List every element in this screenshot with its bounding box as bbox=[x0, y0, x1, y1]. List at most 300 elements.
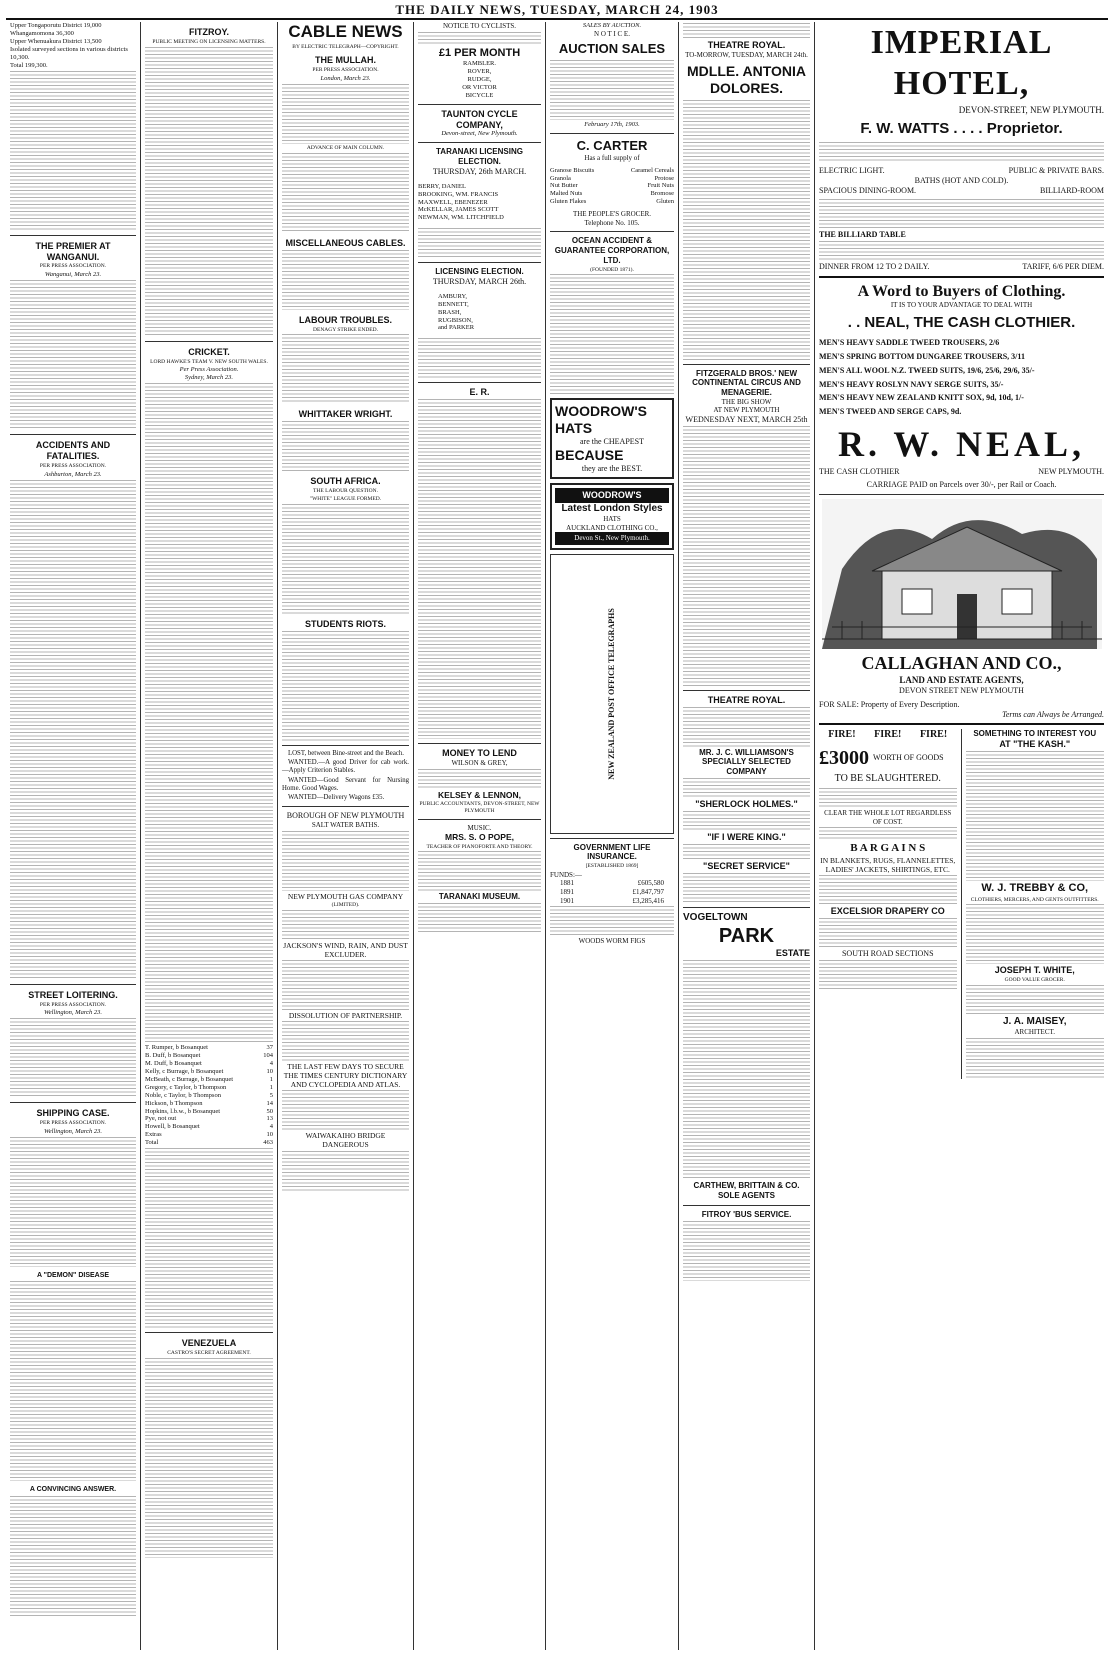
runs: 37 bbox=[266, 1044, 273, 1052]
classified-ad: WANTED—Good Servant for Nursing Home. Good Wages. bbox=[282, 776, 409, 792]
column-7 bbox=[815, 22, 1108, 1650]
product: Granola bbox=[550, 174, 571, 182]
fire-sale bbox=[819, 729, 962, 1078]
cable-news-sub: BY ELECTRIC TELEGRAPH—COPYRIGHT. bbox=[292, 43, 399, 50]
agency-line: PER PRESS ASSOCIATION. bbox=[312, 67, 379, 74]
column-2 bbox=[141, 22, 278, 1650]
product: Protose bbox=[654, 174, 674, 182]
fitzroy-headline: FITZROY. bbox=[189, 27, 229, 37]
royal2-wed: "IF I WERE KING." bbox=[707, 831, 786, 842]
licensing2-head: LICENSING ELECTION. bbox=[435, 267, 524, 277]
licensing-date: THURSDAY, 26th MARCH. bbox=[432, 166, 527, 176]
article-text bbox=[418, 338, 541, 378]
fire-row bbox=[819, 729, 957, 741]
dateline: Wanganui, March 23. bbox=[44, 271, 102, 279]
article-text bbox=[550, 906, 674, 936]
feature: SPACIOUS DINING-ROOM. bbox=[819, 185, 917, 195]
article-text bbox=[10, 1281, 136, 1481]
score-row bbox=[145, 1084, 273, 1092]
royal-head: THEATRE ROYAL. bbox=[707, 40, 786, 50]
article-text bbox=[145, 47, 273, 337]
neal-brand-sub: THE CASH CLOTHIER bbox=[819, 466, 900, 476]
article-text bbox=[819, 918, 957, 948]
batsman: Gregory, c Taylor, b Thompson bbox=[145, 1083, 227, 1091]
telegraph-title: NEW ZEALAND POST OFFICE TELEGRAPHS bbox=[607, 607, 617, 780]
article-text bbox=[550, 274, 674, 394]
clothing-head: A Word to Buyers of Clothing. bbox=[857, 282, 1066, 300]
bargains-sub: IN BLANKETS, RUGS, FLANNELETTES, LADIES' JACKETS, SHIRTINGS, ETC. bbox=[820, 855, 956, 874]
carter-tel: Telephone No. 105. bbox=[584, 218, 640, 227]
article-text bbox=[282, 250, 409, 310]
callaghan-head: CALLAGHAN AND CO., bbox=[861, 653, 1062, 674]
maisey-head: J. A. MAISEY, bbox=[1002, 1015, 1067, 1027]
kash-column bbox=[962, 729, 1105, 1078]
classified-ad: WANTED.—A good Driver for cab work.—Apply Criterion Stables. bbox=[282, 758, 409, 775]
clothing-sub: IT IS TO YOUR ADVANTAGE TO DEAL WITH bbox=[890, 301, 1033, 310]
article-text bbox=[683, 707, 810, 747]
fire-amount-row bbox=[819, 746, 957, 770]
cycle-brand: RAMBLER. bbox=[462, 59, 497, 67]
taunton-sub: Devon-street, New Plymouth. bbox=[441, 130, 518, 138]
candidate: BERRY, DANIEL bbox=[418, 182, 466, 190]
clothing-item: MEN'S HEAVY NEW ZEALAND KNITT SOX, 9d, 10d, 1/- bbox=[819, 393, 1024, 403]
score-row bbox=[145, 1100, 273, 1108]
insurance-row bbox=[550, 897, 674, 906]
runs: 463 bbox=[263, 1139, 273, 1147]
fire-worth: WORTH OF GOODS bbox=[873, 752, 944, 762]
billiard-head: THE BILLIARD TABLE bbox=[819, 230, 906, 240]
article-text bbox=[10, 71, 136, 231]
batsman: M. Duff, b Bosanquet bbox=[145, 1060, 202, 1068]
callaghan-addr: DEVON STREET NEW PLYMOUTH bbox=[899, 686, 1024, 696]
demon-headline: A "DEMON" DISEASE bbox=[36, 1271, 110, 1279]
woodrow-ad-line: AUCKLAND CLOTHING CO., bbox=[566, 523, 658, 532]
roads-head: SOUTH ROAD SECTIONS bbox=[841, 948, 934, 958]
woodrow-box bbox=[550, 398, 674, 479]
runs: 1 bbox=[269, 1083, 273, 1091]
convincing-headline: A CONVINCING ANSWER. bbox=[29, 1486, 117, 1494]
article-text bbox=[683, 844, 810, 860]
licensing2-date: THURSDAY, MARCH 26th. bbox=[432, 277, 527, 287]
product: Caramel Cereals bbox=[630, 166, 674, 174]
article-text bbox=[418, 903, 541, 933]
fire-word: FIRE! bbox=[874, 729, 902, 741]
dateline: Sydney, March 23. bbox=[184, 374, 234, 382]
agency-line: PER PRESS ASSOCIATION. bbox=[39, 1001, 107, 1008]
article-text bbox=[282, 910, 409, 940]
article-text bbox=[282, 84, 409, 144]
insurance-amount: £605,580 bbox=[637, 879, 664, 888]
feature: BATHS (HOT AND COLD). bbox=[914, 175, 1009, 185]
royal2-secret: "SECRET SERVICE" bbox=[703, 860, 790, 871]
article-text bbox=[418, 769, 541, 789]
times-head: THE LAST FEW DAYS TO SECURE THE TIMES CENTURY DICTIONARY AND CYCLOPEDIA AND ATLAS. bbox=[283, 1061, 408, 1090]
article-text bbox=[145, 383, 273, 1043]
masthead bbox=[6, 4, 1108, 20]
dateline: London, March 23. bbox=[320, 75, 371, 83]
article-text bbox=[683, 778, 810, 798]
woodrow-ad-sub: Latest London Styles bbox=[561, 502, 663, 514]
intro-line: Isolated surveyed sections in various districts 10,300. bbox=[10, 45, 128, 61]
fire-word: FIRE! bbox=[919, 729, 948, 741]
article-text bbox=[282, 504, 409, 614]
article-text bbox=[819, 241, 1104, 261]
article-text bbox=[966, 904, 1105, 964]
score-row bbox=[145, 1123, 273, 1131]
venezuela-subhead: CASTRO'S SECRET AGREEMENT. bbox=[167, 1350, 251, 1357]
article-text bbox=[418, 851, 541, 891]
woodrow-line: WOODROW'S bbox=[555, 403, 647, 420]
cricket-subhead: LORD HAWKE'S TEAM V. NEW SOUTH WALES. bbox=[150, 358, 268, 365]
woodrow-line: BECAUSE bbox=[555, 447, 624, 464]
waiwakaiho-head: WAIWAKAIHO BRIDGE DANGEROUS bbox=[305, 1131, 386, 1150]
article-text bbox=[282, 631, 409, 741]
article-text bbox=[550, 60, 674, 120]
dining-row bbox=[819, 262, 1104, 272]
insurance-amount: £1,847,797 bbox=[632, 888, 664, 896]
kash-head: SOMETHING TO INTEREST YOU bbox=[973, 729, 1097, 739]
insurance-label: FUNDS:— bbox=[550, 870, 582, 879]
southafrica-subhead: THE LABOUR QUESTION. bbox=[313, 488, 378, 495]
labour-subhead: DENAGY STRIKE ENDED. bbox=[312, 326, 379, 333]
premier-headline: THE PREMIER AT WANGANUI. bbox=[35, 240, 111, 262]
venezuela-headline: VENEZUELA bbox=[181, 1338, 237, 1349]
agency-line: PER PRESS ASSOCIATION. bbox=[39, 1120, 107, 1127]
score-row bbox=[145, 1108, 273, 1116]
museum-head: TARANAKI MUSEUM. bbox=[438, 892, 521, 902]
imperial-head: IMPERIAL HOTEL, bbox=[870, 24, 1053, 103]
fire-amount: £3000 bbox=[819, 746, 869, 769]
article-text bbox=[282, 334, 409, 404]
cycle-brand: RUDGE, bbox=[467, 75, 492, 83]
product: Gluten bbox=[656, 198, 674, 206]
article-text bbox=[683, 960, 810, 1180]
maisey-sub: ARCHITECT. bbox=[1014, 1028, 1055, 1037]
sales-date: February 17th, 1903. bbox=[584, 121, 640, 129]
fitzgerald-where: AT NEW PLYMOUTH bbox=[713, 406, 780, 415]
candidate: BRASH, bbox=[438, 308, 462, 316]
article-text bbox=[819, 827, 957, 841]
accidents-headline: ACCIDENTS AND FATALITIES. bbox=[35, 440, 111, 462]
clothing-item: MEN'S TWEED AND SERGE CAPS, 9d. bbox=[819, 407, 962, 417]
article-text bbox=[282, 960, 409, 1010]
imperial-addr: DEVON-STREET, NEW PLYMOUTH. bbox=[958, 104, 1104, 115]
candidate: NEWMAN, WM. LITCHFIELD bbox=[418, 214, 504, 222]
clothing-item: MEN'S HEAVY SADDLE TWEED TROUSERS, 2/6 bbox=[819, 338, 1000, 348]
batsman: Kelly, c Burrage, b Bosanquet bbox=[145, 1067, 224, 1075]
money-firm: WILSON & GREY, bbox=[451, 759, 508, 768]
woodrow-ad bbox=[550, 483, 674, 550]
candidate: McKELLAR, JAMES SCOTT bbox=[418, 206, 499, 214]
fire-sold: TO BE SLAUGHTERED. bbox=[834, 772, 941, 784]
insurance-amount: £3,285,416 bbox=[632, 896, 664, 905]
insurance-table bbox=[550, 879, 674, 905]
candidate: MAXWELL, EBENEZER bbox=[418, 198, 488, 206]
advance-subhead: ADVANCE OF MAIN COLUMN. bbox=[306, 145, 385, 152]
whittaker-headline: WHITTAKER WRIGHT. bbox=[298, 409, 393, 420]
article-text bbox=[418, 32, 541, 46]
excelsior: EXCELSIOR DRAPERY CO bbox=[830, 905, 945, 916]
money-head: MONEY TO LEND bbox=[442, 748, 517, 759]
woodrow-ad-line: Devon St., New Plymouth. bbox=[555, 532, 669, 545]
score-row bbox=[145, 1092, 273, 1100]
bus-head: FITROY 'BUS SERVICE. bbox=[701, 1209, 792, 1219]
article-text bbox=[145, 1148, 273, 1328]
neal-brand-row bbox=[819, 467, 1104, 477]
intro-list bbox=[10, 22, 136, 70]
insurance-year: 1901 bbox=[560, 896, 574, 905]
article-text bbox=[10, 1496, 136, 1616]
fitzroy-subhead: PUBLIC MEETING ON LICENSING MATTERS. bbox=[152, 38, 266, 45]
carter-products bbox=[550, 167, 674, 207]
borough-head: BOROUGH OF NEW PLYMOUTH bbox=[286, 811, 405, 821]
cricket-headline: CRICKET. bbox=[188, 346, 230, 357]
agency-line: PER PRESS ASSOCIATION. bbox=[39, 263, 107, 270]
score-row bbox=[145, 1139, 273, 1147]
gasco-head: NEW PLYMOUTH GAS COMPANY bbox=[287, 891, 404, 901]
gasco-sub: (LIMITED). bbox=[331, 901, 360, 908]
woods-ad: WOODS WORM FIGS bbox=[578, 937, 646, 946]
dateline: Wellington, March 23. bbox=[43, 1009, 102, 1017]
white-league-subhead: "WHITE" LEAGUE FORMED. bbox=[309, 496, 382, 503]
batsman: B. Duff, b Bosanquet bbox=[145, 1052, 201, 1060]
tariff: TARIFF, 6/6 PER DIEM. bbox=[1022, 262, 1104, 272]
runs: 4 bbox=[269, 1060, 273, 1068]
agency-line: Per Press Association. bbox=[179, 366, 239, 374]
product: Gluten Flakes bbox=[550, 198, 587, 206]
column-3 bbox=[278, 22, 414, 1650]
article-text bbox=[10, 280, 136, 430]
candidate-list bbox=[418, 183, 541, 223]
taunton-head: TAUNTON CYCLE COMPANY, bbox=[441, 108, 518, 130]
sales-label: SALES BY AUCTION. bbox=[582, 22, 642, 29]
music-sub: TEACHER OF PIANOFORTE AND THEORY. bbox=[426, 843, 533, 850]
callaghan-terms: Terms can Always be Arranged. bbox=[1002, 709, 1104, 719]
woodrow-line: are the CHEAPEST bbox=[580, 437, 644, 447]
clothing-item: MEN'S SPRING BOTTOM DUNGAREE TROUSERS, 3/11 bbox=[819, 352, 1025, 362]
candidate: BROOKING, WM. FRANCIS bbox=[418, 190, 499, 198]
carter-head: C. CARTER bbox=[576, 138, 648, 154]
article-text bbox=[966, 1038, 1105, 1078]
fitzgerald-head: FITZGERALD BROS.' NEW CONTINENTAL CIRCUS AND MENAGERIE. bbox=[692, 368, 801, 398]
white-head: JOSEPH T. WHITE, bbox=[994, 965, 1075, 976]
article-text bbox=[819, 142, 1104, 162]
dateline: Wellington, March 23. bbox=[43, 1127, 102, 1135]
clear-line: CLEAR THE WHOLE LOT REGARDLESS OF COST. bbox=[824, 809, 952, 826]
batsman: T. Rumper, b Bosanquet bbox=[145, 1044, 208, 1052]
runs: 13 bbox=[266, 1115, 273, 1123]
feature: BILLIARD-ROOM bbox=[1040, 185, 1104, 195]
score-row bbox=[145, 1060, 273, 1068]
treby-head: W. J. TREBBY & CO, bbox=[981, 882, 1089, 895]
carter-footer: THE PEOPLE'S GROCER. bbox=[572, 210, 652, 219]
loitering-headline: STREET LOITERING. bbox=[28, 989, 118, 1000]
article-text bbox=[819, 875, 957, 905]
article-text bbox=[683, 811, 810, 831]
telegraph-form bbox=[550, 554, 674, 834]
carthew-sub: SOLE AGENTS bbox=[717, 1191, 776, 1201]
batsman: Extras bbox=[145, 1131, 162, 1139]
article-text bbox=[683, 873, 810, 903]
imperial-prop: F. W. WATTS . . . . Proprietor. bbox=[860, 119, 1063, 137]
batsman: McBeath, c Burrage, b Bosanquet bbox=[145, 1075, 234, 1083]
clothing-item: MEN'S ALL WOOL N.Z. TWEED SUITS, 19/6, 25/6, 29/6, 35/- bbox=[819, 365, 1035, 375]
royal2-sub: MR. J. C. WILLIAMSON'S SPECIALLY SELECTED COMPANY bbox=[699, 747, 794, 777]
article-text bbox=[10, 480, 136, 980]
candidate-list bbox=[438, 293, 541, 333]
article-text bbox=[282, 153, 409, 233]
article-text bbox=[282, 1021, 409, 1061]
election-mark: E. R. bbox=[469, 387, 490, 398]
intro-line: Total 199,300. bbox=[10, 61, 48, 69]
score-row bbox=[145, 1068, 273, 1076]
white-sub: GOOD VALUE GROCER. bbox=[1004, 977, 1065, 984]
article-text bbox=[966, 751, 1105, 881]
labour-headline: LABOUR TROUBLES. bbox=[299, 314, 392, 325]
borough-sub: SALT WATER BATHS. bbox=[311, 821, 380, 830]
neal-head: . . NEAL, THE CASH CLOTHIER. bbox=[847, 314, 1076, 331]
runs: 10 bbox=[266, 1131, 273, 1139]
article-text bbox=[683, 1221, 810, 1281]
intro-line: Whangamomona 36,300 bbox=[10, 29, 74, 37]
woodrow-line: HATS bbox=[555, 420, 593, 437]
neal-brand: R. W. NEAL, bbox=[837, 423, 1086, 464]
auction-sales-head: AUCTION SALES bbox=[558, 41, 666, 57]
column-5 bbox=[546, 22, 679, 1650]
cycle-brand: OR VICTOR bbox=[462, 83, 497, 91]
royal2-head: THEATRE ROYAL. bbox=[707, 694, 786, 705]
runs: 10 bbox=[266, 1067, 273, 1075]
product: Fruit Nuts bbox=[647, 182, 674, 190]
music-head: MUSIC. bbox=[467, 823, 492, 832]
column-1 bbox=[6, 22, 141, 1650]
article-text bbox=[819, 788, 957, 808]
masthead-title: THE DAILY NEWS, TUESDAY, MARCH 24, 1903 bbox=[395, 2, 719, 18]
insurance-year: 1891 bbox=[560, 888, 574, 896]
batsman: Pye, not out bbox=[145, 1115, 177, 1123]
royal-date: TO-MORROW, TUESDAY, MARCH 24th. bbox=[685, 50, 808, 59]
woodrow-ad-head: WOODROW'S bbox=[555, 488, 669, 503]
carter-sub: Has a full supply of bbox=[584, 154, 640, 163]
batsman: Noble, c Taylor, b Thompson bbox=[145, 1091, 221, 1099]
kelsey-head: KELSEY & LENNON, bbox=[438, 789, 521, 800]
agency-line: PER PRESS ASSOCIATION. bbox=[39, 463, 107, 470]
sales-notice: N O T I C E. bbox=[594, 29, 630, 38]
ocean-head: OCEAN ACCIDENT & GUARANTEE CORPORATION, LTD. bbox=[554, 236, 670, 265]
cycle-brands bbox=[418, 60, 541, 100]
score-row bbox=[145, 1115, 273, 1123]
cycle-price: £1 PER MONTH bbox=[438, 46, 521, 59]
insurance-head: GOVERNMENT LIFE INSURANCE. bbox=[573, 842, 651, 862]
article-text bbox=[145, 1358, 273, 1558]
article-text bbox=[282, 1151, 409, 1191]
insurance-row bbox=[550, 888, 674, 897]
batsman: Hopkins, l.b.w., b Bosanquet bbox=[145, 1107, 221, 1115]
runs: 4 bbox=[269, 1123, 273, 1131]
article-text bbox=[282, 831, 409, 891]
music-name: MRS. S. O POPE, bbox=[445, 832, 514, 843]
score-row bbox=[145, 1052, 273, 1060]
insurance-sub: [ESTABLISHED 1869] bbox=[585, 863, 639, 870]
article-text bbox=[282, 1090, 409, 1130]
bottom-split bbox=[819, 729, 1104, 1078]
misc-headline: MISCELLANEOUS CABLES. bbox=[285, 237, 406, 248]
woodrow-ad-line: HATS bbox=[603, 515, 621, 524]
fitzgerald-show: THE BIG SHOW bbox=[721, 397, 772, 406]
shipping-headline: SHIPPING CASE. bbox=[36, 1108, 110, 1119]
product: Malted Nuts bbox=[550, 190, 583, 198]
fitzgerald-date: WEDNESDAY NEXT, MARCH 25th bbox=[685, 414, 808, 424]
carriage-line: CARRIAGE PAID on Parcels over 30/-, per Rail or Coach. bbox=[866, 480, 1057, 490]
dinner: DINNER FROM 12 TO 2 DAILY. bbox=[819, 262, 930, 272]
feature: PUBLIC & PRIVATE BARS. bbox=[1008, 166, 1104, 176]
royal-artiste: MDLLE. ANTONIA DOLORES. bbox=[687, 62, 806, 96]
insurance-row bbox=[550, 879, 674, 888]
insurance-year: 1881 bbox=[560, 879, 574, 888]
article-text bbox=[418, 399, 541, 739]
candidate: RUGBISON, bbox=[438, 316, 473, 324]
dateline: Ashburton, March 23. bbox=[44, 470, 102, 478]
article-text bbox=[683, 100, 810, 360]
candidate: BENNETT, bbox=[438, 300, 469, 308]
article-text bbox=[683, 23, 810, 39]
batsman: Total bbox=[145, 1139, 159, 1147]
runs: 1 bbox=[269, 1075, 273, 1083]
imperial-features bbox=[819, 166, 1104, 195]
score-row bbox=[145, 1044, 273, 1052]
house-illustration bbox=[822, 499, 1102, 649]
column-6 bbox=[679, 22, 815, 1650]
vogeltown-park: PARK bbox=[718, 925, 775, 948]
clothing-item: MEN'S HEAVY ROSLYN NAVY SERGE SUITS, 35/- bbox=[819, 379, 1004, 389]
woodrow-line: they are the BEST. bbox=[581, 464, 643, 474]
jackson-head: JACKSON'S WIND, RAIN, AND DUST EXCLUDER. bbox=[283, 940, 408, 959]
article-text bbox=[10, 1137, 136, 1267]
neal-city: NEW PLYMOUTH. bbox=[1038, 466, 1104, 476]
classified-ad: WANTED—Delivery Wagons £35. bbox=[288, 794, 385, 802]
cycle-brand: ROVER, bbox=[467, 67, 492, 75]
cycle-brand: BICYCLE bbox=[465, 91, 494, 99]
callaghan-sale: FOR SALE: Property of Every Description. bbox=[819, 699, 960, 709]
cable-news-title: CABLE NEWS bbox=[288, 22, 403, 41]
kelsey-sub: PUBLIC ACCOUNTANTS, DEVON-STREET, NEW PLYMOUTH bbox=[419, 801, 540, 814]
product: Bromose bbox=[650, 190, 674, 198]
score-row bbox=[145, 1076, 273, 1084]
ocean-sub: (FOUNDED 1871). bbox=[590, 266, 634, 273]
royal2-holmes: "SHERLOCK HOLMES." bbox=[695, 798, 798, 809]
runs: 5 bbox=[269, 1091, 273, 1099]
runs: 50 bbox=[266, 1107, 273, 1115]
treby-sub: CLOTHIERS, MERCERS, AND GENTS OUTFITTERS. bbox=[970, 896, 1099, 903]
callaghan-sub: LAND AND ESTATE AGENTS, bbox=[899, 675, 1024, 686]
vogeltown-estate: ESTATE bbox=[775, 948, 810, 959]
classified-ad: LOST, between Bine-street and the Beach. bbox=[288, 749, 404, 757]
cyclists-head: NOTICE TO CYCLISTS. bbox=[442, 22, 517, 30]
product: Nut Butter bbox=[550, 182, 578, 190]
southafrica-headline: SOUTH AFRICA. bbox=[310, 476, 381, 487]
clothing-items bbox=[819, 338, 1104, 417]
batsman: Hickson, b Thompson bbox=[145, 1099, 203, 1107]
article-text bbox=[418, 228, 541, 258]
feature: ELECTRIC LIGHT. bbox=[819, 166, 885, 176]
carthew-head: CARTHEW, BRITTAIN & CO. bbox=[693, 1181, 800, 1191]
fire-word: FIRE! bbox=[828, 729, 856, 741]
bargains: B A R G A I N S bbox=[850, 842, 926, 855]
intro-line: Upper Whenuakura District 13,500 bbox=[10, 37, 102, 45]
columns bbox=[6, 22, 1108, 1650]
licensing-head: TARANAKI LICENSING ELECTION. bbox=[436, 147, 523, 167]
article-text bbox=[819, 199, 1104, 229]
